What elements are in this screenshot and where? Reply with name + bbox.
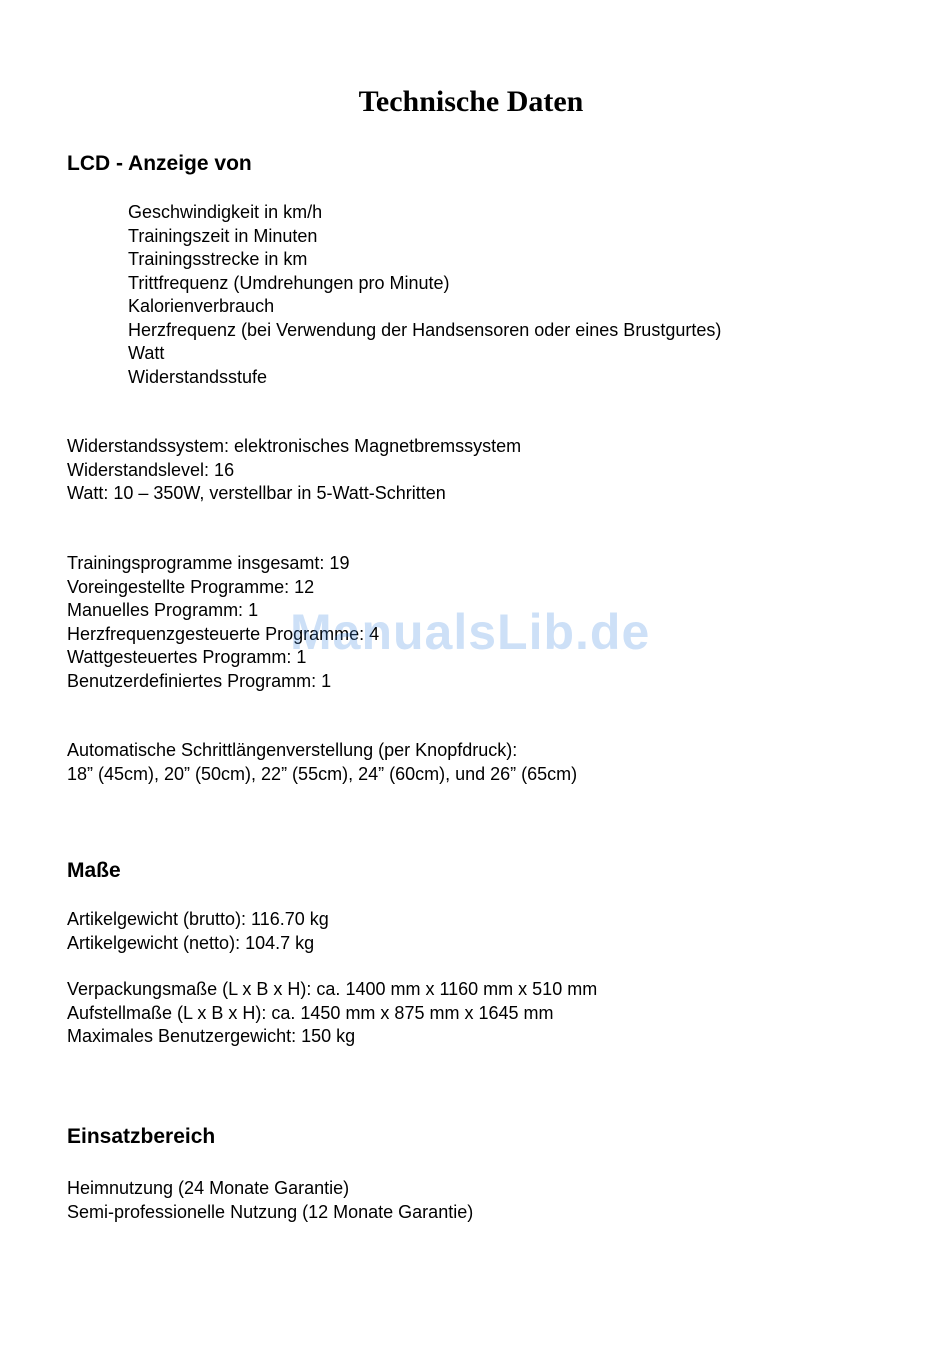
list-item: Kalorienverbrauch <box>128 296 275 316</box>
masse-heading: Maße <box>67 859 121 882</box>
list-item: Geschwindigkeit in km/h <box>128 202 323 222</box>
home-use: Heimnutzung (24 Monate Garantie) <box>67 1178 350 1198</box>
stride-values: 18” (45cm), 20” (50cm), 22” (55cm), 24” (60cm), und 26” (65cm) <box>67 763 578 784</box>
dimensions-block <box>67 978 597 1049</box>
program-line: Trainingsprogramme insgesamt: 19 <box>67 553 350 573</box>
program-line: Wattgesteuertes Programm: 1 <box>67 647 307 667</box>
lcd-list <box>128 201 721 389</box>
weight-net: Artikelgewicht (netto): 104.7 kg <box>67 932 315 953</box>
einsatz-heading: Einsatzbereich <box>67 1125 216 1148</box>
stride-block <box>67 739 577 786</box>
resistance-level: Widerstandslevel: 16 <box>67 459 235 480</box>
list-item: Herzfrequenz (bei Verwendung der Handsensoren oder eines Brustgurtes) <box>128 319 722 340</box>
lcd-heading: LCD - Anzeige von <box>67 152 252 175</box>
weight-gross: Artikelgewicht (brutto): 116.70 kg <box>67 909 329 929</box>
setup-dimensions: Aufstellmaße (L x B x H): ca. 1450 mm x 875 mm x 1645 mm <box>67 1002 554 1023</box>
watermark: ManualsLib.de <box>290 604 651 660</box>
list-item: Trainingszeit in Minuten <box>128 225 318 246</box>
watt-range: Watt: 10 – 350W, verstellbar in 5-Watt-Schritten <box>67 483 446 503</box>
list-item: Trittfrequenz (Umdrehungen pro Minute) <box>128 272 450 293</box>
weights-block <box>67 908 329 955</box>
page-title: Technische Daten <box>358 85 584 118</box>
program-line: Benutzerdefiniertes Programm: 1 <box>67 670 332 691</box>
einsatz-block <box>67 1177 473 1224</box>
program-line: Voreingestellte Programme: 12 <box>67 576 315 597</box>
resistance-block <box>67 435 521 506</box>
max-user-weight: Maximales Benutzergewicht: 150 kg <box>67 1026 356 1046</box>
program-line: Herzfrequenzgesteuerte Programme: 4 <box>67 623 380 644</box>
stride-label: Automatische Schrittlängenverstellung (per Knopfdruck): <box>67 740 518 760</box>
resistance-system: Widerstandssystem: elektronisches Magnetbremssystem <box>67 436 522 456</box>
list-item: Widerstandsstufe <box>128 366 268 387</box>
list-item: Watt <box>128 343 165 363</box>
program-line: Manuelles Programm: 1 <box>67 600 259 620</box>
semi-professional-use: Semi-professionelle Nutzung (12 Monate Garantie) <box>67 1201 474 1222</box>
list-item: Trainingsstrecke in km <box>128 249 308 269</box>
packaging-dimensions: Verpackungsmaße (L x B x H): ca. 1400 mm x 1160 mm x 510 mm <box>67 979 598 999</box>
